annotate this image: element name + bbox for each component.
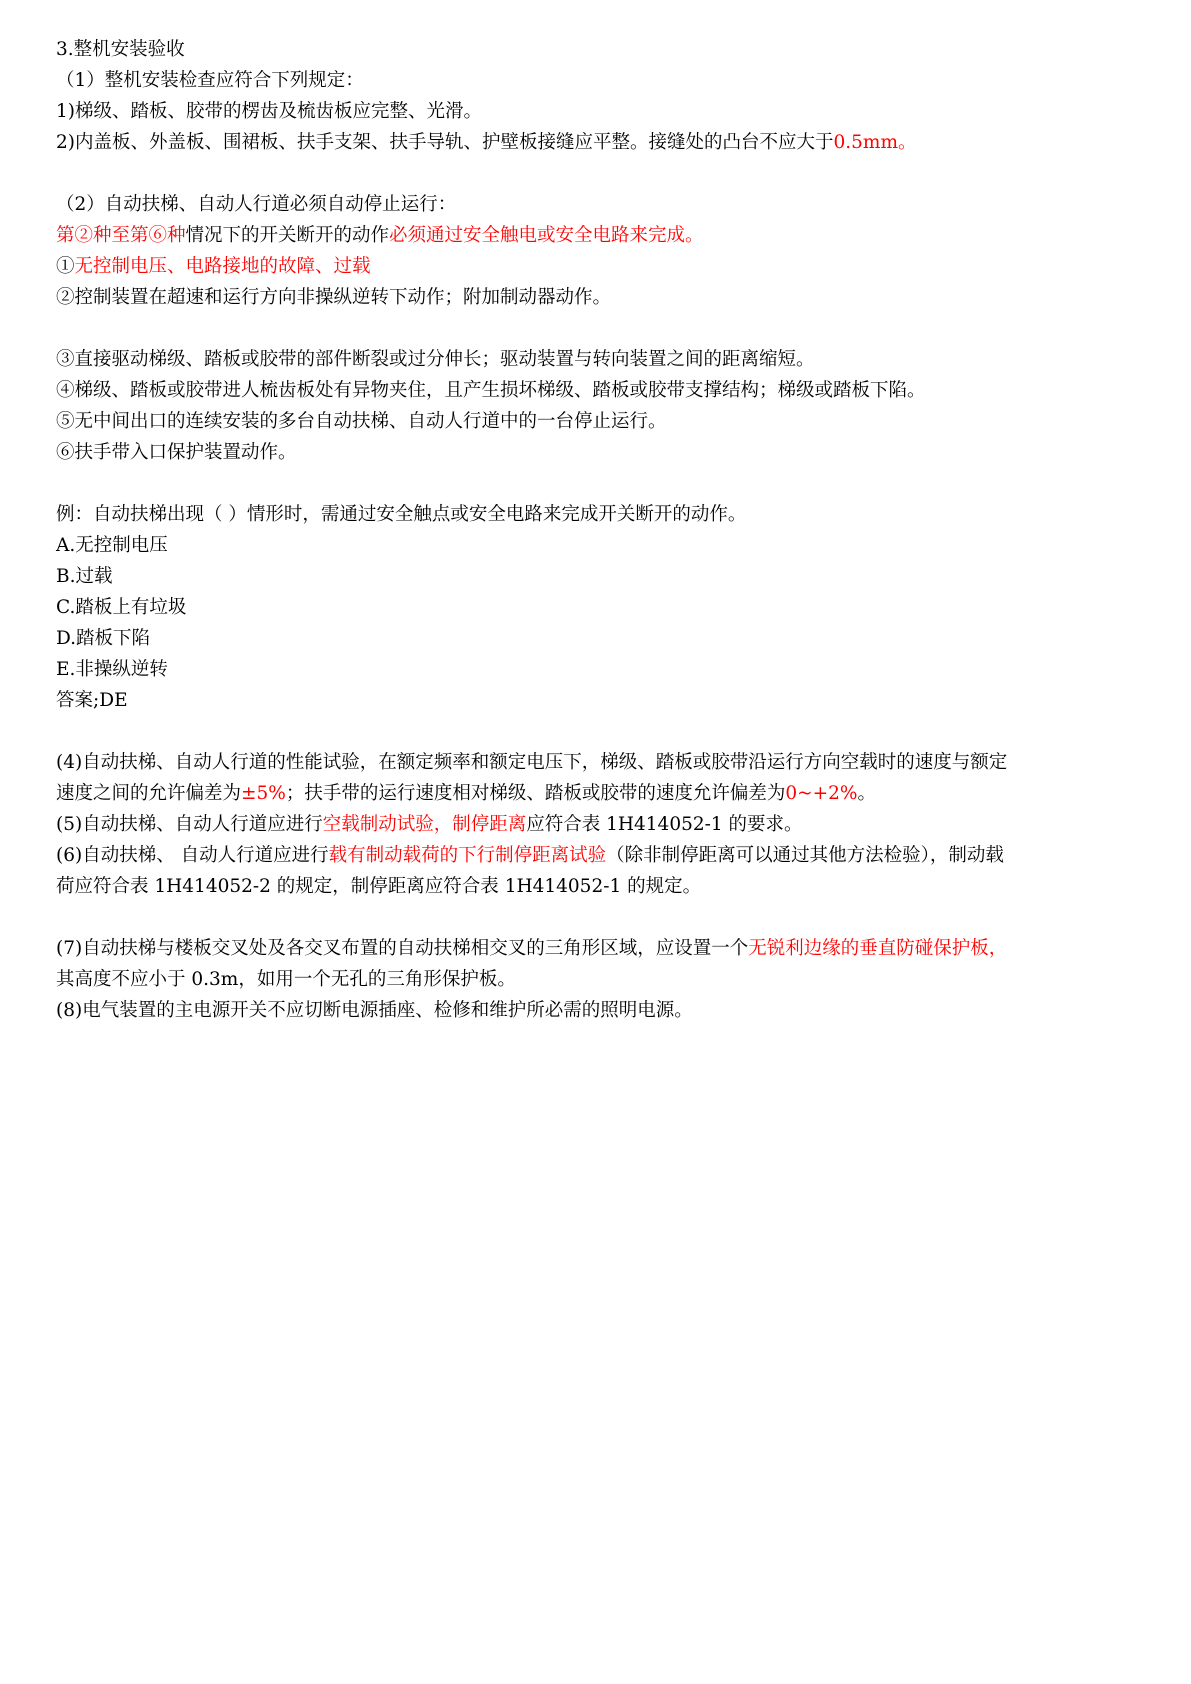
highlight-text: 0.5mm。 — [833, 132, 917, 153]
highlight-text: 无控制电压、电路接地的故障、过载 — [74, 256, 371, 277]
paragraph-gap — [56, 158, 1146, 189]
subsection-heading-1: （1）整机安装检查应符合下列规定： — [56, 70, 364, 91]
example-question: 例：自动扶梯出现（ ）情形时，需通过安全触点或安全电路来完成开关断开的动作。 — [56, 504, 747, 525]
highlight-text: 第②种至第⑥种 — [56, 225, 186, 246]
paragraph-7-line-1 — [56, 933, 1146, 964]
text-span: 。 — [857, 783, 877, 804]
text-span: ；扶手带的运行速度相对梯级、踏板或胶带的速度允许偏差为 — [285, 783, 786, 804]
highlight-text: 空载制动试验，制停距离 — [322, 814, 527, 835]
subsection-heading-2: （2）自动扶梯、自动人行道必须自动停止运行： — [56, 194, 457, 215]
highlight-text: 无锐利边缘的垂直防碰保护板， — [748, 938, 1008, 959]
text-span: 情况下的开关断开的动作 — [185, 225, 390, 246]
condition-item: ⑤无中间出口的连续安装的多台自动扶梯、自动人行道中的一台停止运行。 — [56, 411, 667, 432]
paragraph-gap — [56, 468, 1146, 499]
item-number: ① — [56, 256, 75, 277]
condition-item: ④梯级、踏板或胶带进人梳齿板处有异物夹住，且产生损坏梯级、踏板或胶带支撑结构；梯级或踏板下陷。 — [56, 380, 926, 401]
example-option: C.踏板上有垃圾 — [56, 597, 187, 618]
paragraph-gap — [56, 902, 1146, 933]
section-title: 3.整机安装验收 — [56, 39, 185, 60]
paragraph-gap — [56, 313, 1146, 344]
condition-item: ②控制装置在超速和运行方向非操纵逆转下动作；附加制动器动作。 — [56, 287, 612, 308]
example-option: D.踏板下陷 — [56, 628, 151, 649]
document-page — [56, 34, 1146, 1026]
paragraph-gap — [56, 716, 1146, 747]
example-option: B.过载 — [56, 566, 113, 587]
paragraph-6-line-2: 荷应符合表 1H414052-2 的规定，制停距离应符合表 1H414052-1 的规定。 — [56, 876, 702, 897]
example-answer: 答案;DE — [56, 690, 128, 711]
paragraph-8: (8)电气装置的主电源开关不应切断电源插座、检修和维护所必需的照明电源。 — [56, 1000, 693, 1021]
highlight-text: 载有制动载荷的下行制停距离试验 — [328, 845, 607, 866]
condition-item — [56, 251, 1146, 282]
paragraph-6-line-1 — [56, 840, 1146, 871]
text-span: (5)自动扶梯、自动人行道应进行 — [56, 814, 323, 835]
text-span: (6)自动扶梯、 自动人行道应进行 — [56, 845, 329, 866]
text-span: 应符合表 1H414052-1 的要求。 — [526, 814, 803, 835]
highlight-text: ±5% — [241, 783, 286, 804]
list-item: 1)梯级、踏板、胶带的楞齿及梳齿板应完整、光滑。 — [56, 101, 482, 122]
text-span: (7)自动扶梯与楼板交叉处及各交叉布置的自动扶梯相交叉的三角形区域，应设置一个 — [56, 938, 749, 959]
note-line — [56, 220, 1146, 251]
paragraph-7-line-2: 其高度不应小于 0.3m，如用一个无孔的三角形保护板。 — [56, 969, 516, 990]
list-item — [56, 127, 1146, 158]
text-span: 速度之间的允许偏差为 — [56, 783, 242, 804]
condition-item: ⑥扶手带入口保护装置动作。 — [56, 442, 297, 463]
paragraph-4-line-2 — [56, 778, 1146, 809]
paragraph-5 — [56, 809, 1146, 840]
text-span: （除非制停距离可以通过其他方法检验），制动载 — [606, 845, 1004, 866]
example-option: A.无控制电压 — [56, 535, 168, 556]
paragraph-4-line-1: (4)自动扶梯、自动人行道的性能试验，在额定频率和额定电压下，梯级、踏板或胶带沿运行方向空载时的速度与额定 — [56, 752, 1008, 773]
highlight-text: 必须通过安全触电或安全电路来完成。 — [389, 225, 704, 246]
highlight-text: 0~+2% — [785, 783, 858, 804]
text-span: 2)内盖板、外盖板、围裙板、扶手支架、扶手导轨、护壁板接缝应平整。接缝处的凸台不应大于 — [56, 132, 834, 153]
condition-item: ③直接驱动梯级、踏板或胶带的部件断裂或过分伸长；驱动装置与转向装置之间的距离缩短。 — [56, 349, 815, 370]
example-option: E.非操纵逆转 — [56, 659, 168, 680]
